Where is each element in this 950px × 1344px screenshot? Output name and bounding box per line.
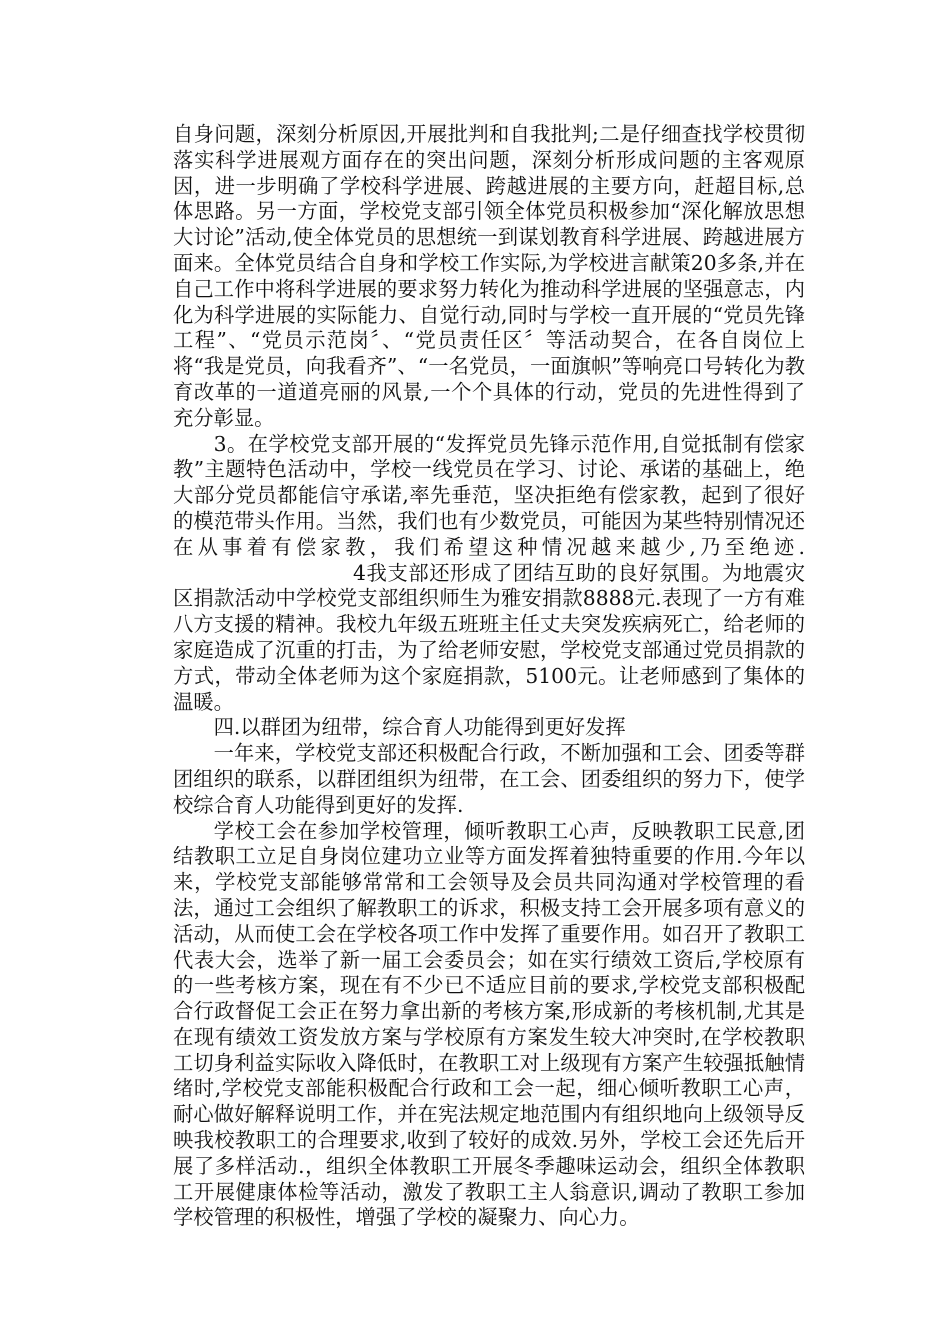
document-body [173,122,805,1231]
paragraph-2 [173,432,805,716]
paragraph-2-part-a: 3。在学校党支部开展的“发挥党员先锋示范作用,自觉抵制有偿家教”主题特色活动中，学校一线党员在学习、讨论、承诺的基础上，绝大部分党员都能信守承诺,率先垂范，坚决拒绝有偿家教，起到了很好的模范带头作用。当然，我们也有少数党员，可能因为某些特别情况还在从事着有偿家教，我们希望这种情况越来越少,乃至绝迹. [173,431,805,559]
paragraph-1: 自身问题，深刻分析原因,开展批判和自我批判;二是仔细查找学校贯彻落实科学进展观方面存在的突出问题，深刻分析形成问题的主客观原因，进一步明确了学校科学进展、跨越进展的主要方向，赶超目标,总体思路。另一方面，学校党支部引领全体党员积极参加“深化解放思想大讨论”活动,使全体党员的思想统一到谋划教育科学进展、跨越进展方面来。全体党员结合自身和学校工作实际,为学校进言献策20多条,并在自己工作中将科学进展的要求努力转化为推动科学进展的坚强意志，内化为科学进展的实际能力、自觉行动,同时与学校一直开展的“党员先锋工程”、“党员示范岗〞、“党员责任区〞等活动契合，在各自岗位上将“我是党员，向我看齐”、“一名党员，一面旗帜”等响亮口号转化为教育改革的一道道亮丽的风景,一个个具体的行动，党员的先进性得到了充分彰显。 [173,122,805,430]
paragraph-5: 学校工会在参加学校管理，倾听教职工心声，反映教职工民意,团结教职工立足自身岗位建功立业等方面发挥着独特重要的作用.今年以来，学校党支部能够常常和工会领导及会员共同沟通对学校管理的看法，通过工会组织了解教职工的诉求，积极支持工会开展多项有意义的活动，从而使工会在学校各项工作中发挥了重要作用。如召开了教职工代表大会，选举了新一届工会委员会；如在实行绩效工资后,学校原有的一些考核方案，现在有不少已不适应目前的要求,学校党支部积极配合行政督促工会正在努力拿出新的考核方案,形成新的考核机制,尤其是在现有绩效工资发放方案与学校原有方案发生较大冲突时,在学校教职工切身利益实际收入降低时，在教职工对上级现有方案产生较强抵触情绪时,学校党支部能积极配合行政和工会一起，细心倾听教职工心声，耐心做好解释说明工作，并在宪法规定地范围内有组织地向上级领导反映我校教职工的合理要求,收到了较好的成效.另外，学校工会还先后开展了多样活动.，组织全体教职工开展冬季趣味运动会，组织全体教职工开展健康体检等活动，激发了教职工主人翁意识,调动了教职工参加学校管理的积极性，增强了学校的凝聚力、向心力。 [173,818,805,1230]
paragraph-2-part-b: 4我支部还形成了团结互助的良好氛围。为地震灾区捐款活动中学校党支部组织师生为雅安捐款8888元.表现了一方有难八方支援的精神。我校九年级五班班主任丈夫突发疾病死亡，给老师的家庭造成了沉重的打击，为了给老师安慰，学校党支部通过党员捐款的方式，带动全体老师为这个家庭捐款，5100元。让老师感到了集体的温暖。 [173,560,805,714]
section-heading-4: 四.以群团为纽带，综合育人功能得到更好发挥 [213,715,626,740]
paragraph-4: 一年来，学校党支部还积极配合行政，不断加强和工会、团委等群团组织的联系，以群团组织为纽带，在工会、团委组织的努力下，使学校综合育人功能得到更好的发挥. [173,741,805,817]
